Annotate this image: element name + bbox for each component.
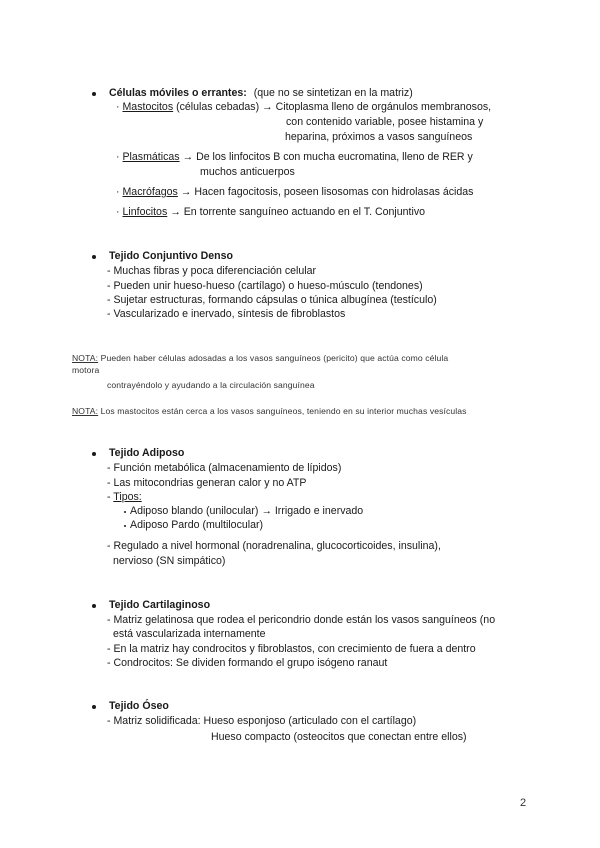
nota-1-label: NOTA: <box>72 353 99 363</box>
term-plasmaticas: Plasmáticas <box>122 151 180 163</box>
heading-moviles: Células móviles o errantes: <box>109 87 247 99</box>
nota-2-line <box>72 405 467 418</box>
macrofagos-line: · Macrófagos → Hacen fagocitosis, poseen lisosomas con hidrolasas ácidas <box>116 186 474 198</box>
linfocitos-line: · Linfocitos → En torrente sanguíneo actuando en el T. Conjuntivo <box>116 206 426 218</box>
nota-1-wrap1: motora <box>72 365 100 375</box>
bullet-cartilaginoso <box>92 604 96 608</box>
plasmaticas-cont: muchos anticuerpos <box>200 166 295 178</box>
nota-2-text: Los mastocitos están cerca a los vasos sanguíneos, teniendo en su interior muchas vesículas <box>98 406 467 416</box>
term-macrofagos: Macrófagos <box>122 186 178 198</box>
adiposo-item-2: - Las mitocondrias generan calor y no ATP <box>107 477 307 489</box>
adiposo-hormonal-1: - Regulado a nivel hormonal (noradrenalina, glucocorticoides, insulina), <box>107 540 441 552</box>
term-mastocitos: Mastocitos <box>122 101 174 113</box>
nota-1-line <box>72 352 448 365</box>
denso-item-3: - Sujetar estructuras, formando cápsulas o túnica albugínea (testículo) <box>107 294 437 306</box>
heading-oseo: Tejido Óseo <box>109 700 169 712</box>
mastocitos-cont2: heparina, próximos a vasos sanguíneos <box>285 131 473 143</box>
adiposo-hormonal-2: nervioso (SN simpático) <box>113 555 226 567</box>
bullet-tipo-1 <box>124 511 126 513</box>
bullet-moviles <box>92 92 96 96</box>
adiposo-tipo-2: Adiposo Pardo (multilocular) <box>130 519 264 531</box>
heading-cartilaginoso: Tejido Cartilaginoso <box>109 599 211 611</box>
page-number: 2 <box>520 797 527 809</box>
bullet-oseo <box>92 705 96 709</box>
bullet-denso <box>92 255 96 259</box>
heading-moviles-line <box>109 87 413 100</box>
bullet-adiposo <box>92 452 96 456</box>
adiposo-tipo-1: Adiposo blando (unilocular) → Irrigado e inervado <box>130 505 364 517</box>
cartilaginoso-item-3: - Condrocitos: Se dividen formando el grupo isógeno ranaut <box>107 657 388 669</box>
nota-2-label: NOTA: <box>72 406 99 416</box>
nota-1-wrap2: contrayéndolo y ayudando a la circulación sanguínea <box>107 380 315 390</box>
cartilaginoso-item-1-cont: está vascularizada internamente <box>113 628 266 640</box>
denso-item-4: - Vascularizado e inervado, síntesis de fibroblastos <box>107 308 346 320</box>
mastocitos-line: · Mastocitos (células cebadas) → Citoplasma lleno de orgánulos membranosos, <box>116 101 492 113</box>
cartilaginoso-item-2: - En la matriz hay condrocitos y fibroblastos, con crecimiento de fuera a dentro <box>107 643 476 655</box>
heading-adiposo: Tejido Adiposo <box>109 447 185 459</box>
denso-item-1: - Muchas fibras y poca diferenciación celular <box>107 265 317 277</box>
adiposo-item-1: - Función metabólica (almacenamiento de lípidos) <box>107 462 342 474</box>
mastocitos-cont1: con contenido variable, posee histamina y <box>286 116 484 128</box>
oseo-item-1-cont: Hueso compacto (osteocitos que conectan entre ellos) <box>211 731 467 743</box>
adiposo-tipos-line: - Tipos: <box>107 491 142 503</box>
denso-item-2: - Pueden unir hueso-hueso (cartílago) o hueso-músculo (tendones) <box>107 280 423 292</box>
bullet-tipo-2 <box>124 525 126 527</box>
oseo-item-1: - Matriz solidificada: Hueso esponjoso (articulado con el cartílago) <box>107 715 417 727</box>
adiposo-tipos-label: Tipos: <box>113 491 142 503</box>
nota-1-text: Pueden haber células adosadas a los vasos sanguíneos (pericito) que actúa como célula <box>98 353 449 363</box>
heading-denso: Tejido Conjuntivo Denso <box>109 250 233 262</box>
heading-moviles-note: (que no se sintetizan en la matriz) <box>253 87 413 99</box>
term-linfocitos: Linfocitos <box>122 206 168 218</box>
plasmaticas-line: · Plasmáticas → De los linfocitos B con mucha eucromatina, lleno de RER y <box>116 151 473 163</box>
cartilaginoso-item-1: - Matriz gelatinosa que rodea el pericondrio donde están los vasos sanguíneos (no <box>107 614 496 626</box>
